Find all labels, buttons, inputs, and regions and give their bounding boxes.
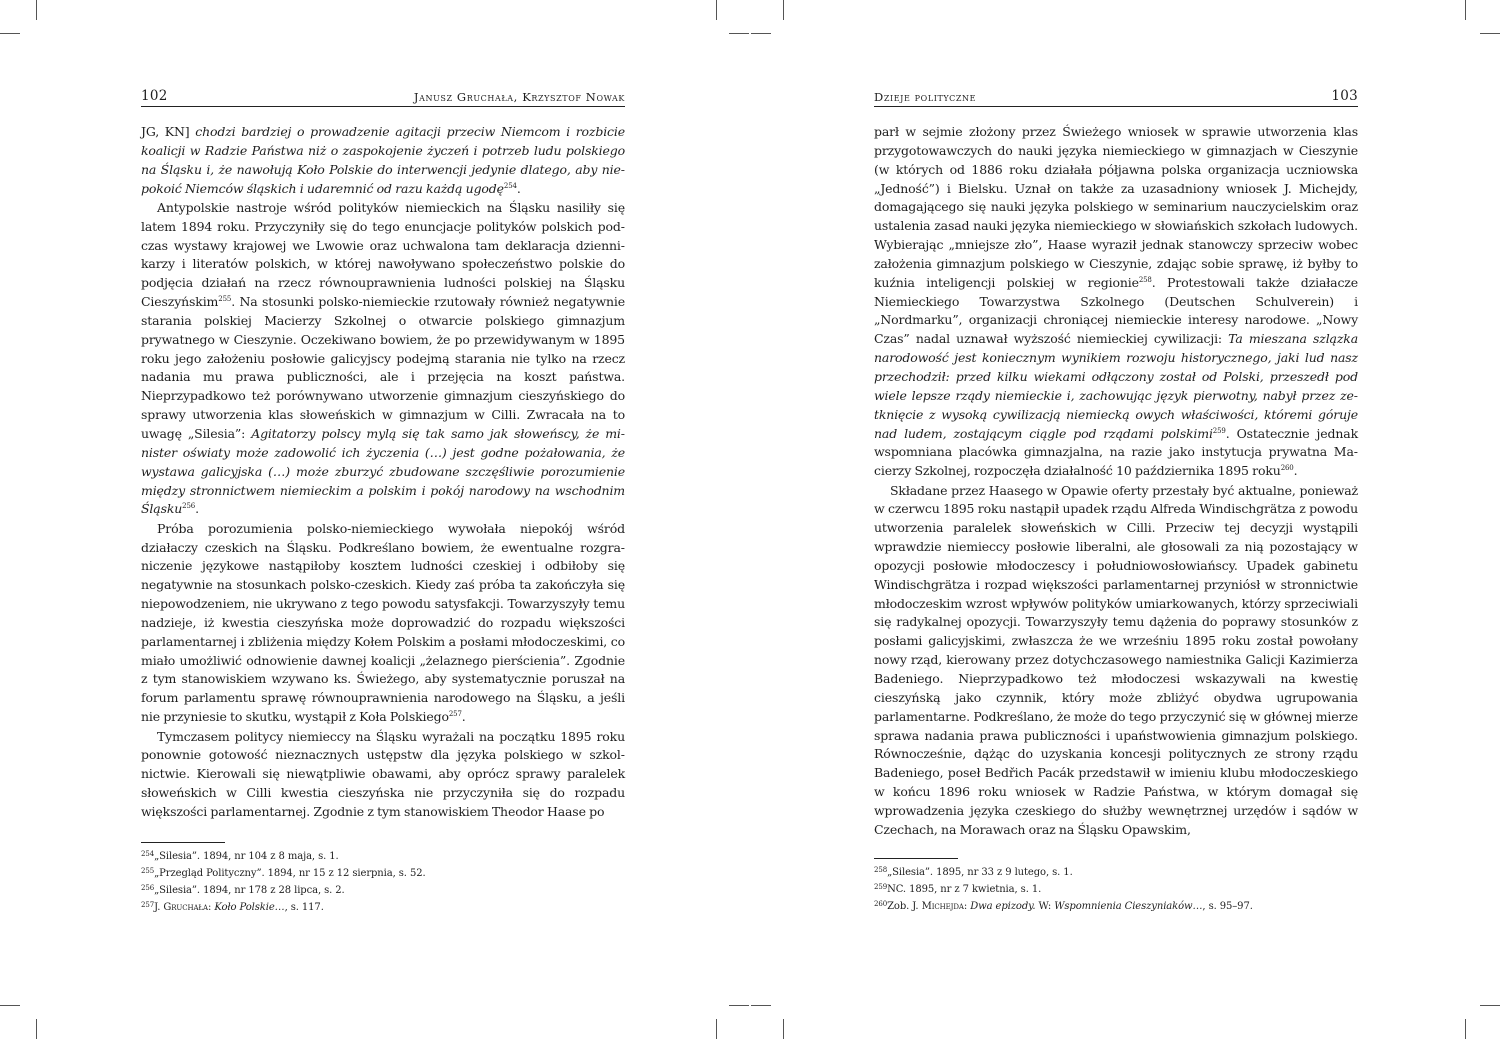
footnote bbox=[874, 864, 1253, 881]
italic-text: Wspomnienia Cieszyniaków… bbox=[1054, 901, 1203, 912]
italic-text: Agitatorzy polscy mylą się tak samo jak słoweńscy, że minister oświaty może zadowolić ich życzenia (…) jest godne pożałowania, że wystawa galicyjska (…) może zburzyć zbudowane szczęśliwie porozumienie między stronnictwem niemieckim a polskim i pokój narodowy na wschodnim Śląsku bbox=[141, 426, 625, 517]
author-name: Michejda bbox=[921, 901, 964, 912]
text-run: . Protestowali także działacze Niemieckiego Towarzystwa Szkolnego (Deutschen Schulverein) i „Nordmarku”, organizacji chroniącej niemieckie interesy narodowe. „Nowy Czas” nadal uznawał wyższość niemieckiej cywilizacji: bbox=[874, 274, 1358, 347]
text-run: . Na stosunki polsko-niemieckie rzutowały również negatywnie starania polskiej Macierzy Szkolnej o otwarcie polskiego gimnazjum prywatnego w Cieszynie. Oczekiwano bowiem, że po przewidywanym w 1895 roku jego założeniu posłowie galicyjscy podejmą starania nie tylko na rzecz nadania mu prawa publiczności, ale i przejęcia na koszt państwa. Nieprzypadkowo też porównywano utworzenie gimnazjum cieszyńskiego do sprawy utworzenia klas słoweńskich w gimnazjum w Cilli. Zwracała na to uwagę „Silesia”: bbox=[141, 294, 625, 441]
footnote-number: 255 bbox=[141, 867, 155, 875]
footnote-number: 259 bbox=[874, 883, 888, 891]
crop-mark bbox=[716, 0, 717, 20]
text-run: Próba porozumienia polsko-niemieckiego wywołała niepokój wśród działaczy czeskich na Śląsku. Podkreślano bowiem, że ewentualne rozgraniczenie językowe nastąpiłoby kosztem ludności czeskiej i odbiłoby się negatywnie na stosunkach polsko-czeskich. Kiedy zaś próba ta zakończyła się niepowodzeniem, nie ukrywano z tego powodu satysfakcji. Towarzyszyły temu nadzieje, iż kwestia cieszyńska może doprowadzić do rozpadu większości parlamentarnej i zbliżenia między Kołem Polskim a posłami młodoczeskimi, co miało umożliwić odnowienie dawnej koalicji „żelaznego pierścienia”. Zgodnie z tym stanowiskiem wzywano ks. Świeżego, aby systematycznie poruszał na forum parlamentu sprawę równouprawnienia narodowego na Śląsku, a jeśli nie przyniesie to skutku, wystąpił z Koła Polskiego bbox=[141, 520, 625, 725]
crop-mark bbox=[1480, 33, 1500, 34]
crop-mark bbox=[716, 1019, 717, 1039]
footnote bbox=[141, 865, 426, 882]
crop-mark bbox=[36, 1019, 37, 1039]
footnote-number: 260 bbox=[874, 900, 888, 908]
text-run: „Silesia”. 1894, nr 178 z 28 lipca, s. 2. bbox=[154, 885, 345, 896]
footnote-ref: 255 bbox=[218, 295, 232, 304]
text-run: W: bbox=[1035, 901, 1055, 912]
paragraph bbox=[141, 199, 625, 519]
text-run: Składane przez Haasego w Opawie oferty przestały być aktualne, ponieważ w czerwcu 1895 roku nastąpił upadek rządu Alfreda Windischgrätza z powodu utworzenia paralelek słoweńskich w Cilli. Przeciw tej decyzji wystąpili wprawdzie niemieccy posłowie liberalni, ale głosowali za nią pozostający w opozycji posłowie młodoczescy i południowosłowiańscy. Upadek gabinetu Windischgrätza i rozpad większości parlamentarnej przyniósł w stronnictwie młodoczeskim wzrost wpływów polityków umiarkowanych, którzy sprzeciwiali się radykalnej opozycji. Towarzyszyły temu dążenia do poprawy stosunków z posłami galicyjskimi, zwłaszcza że we wrześniu 1895 roku został powołany nowy rząd, kierowany przez dotychczasowego namiestnika Galicji Kazimierza Badeniego. Nieprzypadkowo też młodoczesi wskazywali na kwestię cieszyńską jako czynnik, który może zbliżyć obydwa ugrupowania parlamentarne. Podkreślano, że może do tego przyczynić się w głównej mierze sprawa nadania prawa publiczności i upaństwowienia gimnazjum polskiego. Równocześnie, dążąc do uzyskania koncesji politycznych ze strony rządu Badeniego, poseł Bedřich Pacák przedstawił w imieniu klubu młodoczeskiego w końcu 1896 roku wniosek w Radzie Państwa, w którym domagał się wprowadzenia języka czeskiego do służby wewnętrznej urzędów i sądów w Czechach, na Morawach oraz na Śląsku Opawskim, bbox=[874, 482, 1358, 837]
footnote-ref: 257 bbox=[448, 710, 462, 719]
text-run: , s. 95–97. bbox=[1202, 901, 1253, 912]
crop-mark bbox=[783, 1019, 784, 1039]
text-run: „Silesia”. 1895, nr 33 z 9 lutego, s. 1. bbox=[887, 867, 1073, 878]
paragraph bbox=[874, 123, 1358, 481]
italic-text: Koło Polskie… bbox=[214, 902, 285, 913]
text-run: Tymczasem politycy niemieccy na Śląsku wyrażali na początku 1895 roku ponownie gotowość nieznacznych ustępstw dla języka polskiego w szkolnictwie. Kierowali się niewątpliwie obawami, aby oprócz sprawy paralelek słoweńskich w Cilli kwestia cieszyńska nie przyczyniła się do rozpadu większości parlamentarnej. Zgodnie z tym stanowiskiem Theodor Haase po bbox=[141, 728, 625, 819]
footnote-number: 258 bbox=[874, 866, 888, 874]
text-run: , s. 117. bbox=[284, 902, 324, 913]
text-run: : bbox=[207, 902, 215, 913]
text-run: Zob. J. bbox=[887, 901, 922, 912]
body-text bbox=[141, 123, 625, 822]
footnotes bbox=[874, 864, 1253, 915]
text-run: JG, KN] bbox=[141, 124, 196, 139]
text-run: NC. 1895, nr z 7 kwietnia, s. 1. bbox=[887, 884, 1042, 895]
footnote bbox=[141, 848, 426, 865]
paragraph bbox=[141, 728, 625, 822]
crop-mark bbox=[0, 33, 20, 34]
page-number: 102 bbox=[141, 88, 168, 104]
crop-mark bbox=[729, 33, 749, 34]
crop-mark bbox=[729, 1005, 749, 1006]
running-head: Janusz Gruchała, Krzysztof Nowak bbox=[413, 90, 625, 104]
page-header bbox=[874, 86, 1358, 107]
footnote-number: 257 bbox=[141, 901, 155, 909]
footnote bbox=[874, 898, 1253, 915]
crop-mark bbox=[1480, 1005, 1500, 1006]
footnote-rule bbox=[141, 842, 225, 843]
footnote-ref: 260 bbox=[1280, 464, 1294, 473]
page-header bbox=[141, 86, 625, 107]
footnotes bbox=[141, 848, 426, 916]
footnote bbox=[874, 881, 1253, 898]
footnote-number: 256 bbox=[141, 884, 155, 892]
italic-text: Ta mieszana szlązka narodowość jest koniecznym wynikiem rozwoju historycznego, jaki lud nasz przechodził: przed kilku wiekami odłączony został od Polski, przeszedł pod wiele lepsze rządy niemieckie i, zachowując język pierwotny, nabył przez zetknięcie z wysoką cywilizacją niemiecką owych właściwości, któremi góruje nad ludem, zostającym ciągle pod rządami polskimi bbox=[874, 331, 1359, 441]
text-run: : bbox=[963, 901, 971, 912]
footnote-ref: 254 bbox=[503, 181, 517, 190]
crop-mark bbox=[783, 0, 784, 20]
left-page bbox=[141, 86, 625, 926]
footnote-number: 254 bbox=[141, 850, 155, 858]
italic-text: Dwa epizody. bbox=[970, 901, 1036, 912]
footnote-ref: 259 bbox=[1212, 426, 1226, 435]
paragraph bbox=[874, 482, 1358, 840]
author-name: Gruchała bbox=[163, 902, 208, 913]
paragraph bbox=[141, 520, 625, 727]
footnote-ref: 258 bbox=[1138, 275, 1152, 284]
crop-mark bbox=[751, 1005, 771, 1006]
footnote bbox=[141, 882, 426, 899]
text-run: . bbox=[1293, 463, 1298, 479]
crop-mark bbox=[36, 0, 37, 20]
paragraph bbox=[141, 123, 625, 198]
text-run: J. bbox=[154, 902, 164, 913]
text-run: . bbox=[461, 709, 466, 725]
italic-text: chodzi bardziej o prowadzenie agitacji przeciw Niemcom i rozbicie koalicji w Radzie Państwa niż o zaspokojenie życzeń i potrzeb ludu polskiego na Śląsku i, że nawołują Koło Polskie do interwencji jedynie dlatego, aby niepokoić Niemców śląskich i udaremnić od razu każdą ugodę bbox=[141, 124, 625, 196]
crop-mark bbox=[751, 33, 771, 34]
crop-mark bbox=[1465, 0, 1466, 20]
footnote-ref: 256 bbox=[182, 502, 196, 511]
footnote-rule bbox=[874, 858, 958, 859]
crop-mark bbox=[1465, 1019, 1466, 1039]
text-run: Antypolskie nastroje wśród polityków niemieckich na Śląsku nasiliły się latem 1894 roku. Przyczyniły się do tego enuncjacje polityków polskich podczas wystawy krajowej we Lwowie oraz uchwalona tam deklaracja dziennikarzy i literatów polskich, w której nawoływano społeczeństwo polskie do podjęcia działań na rzecz równouprawnienia ludności polskiej na Śląsku Cieszyńskim bbox=[141, 199, 625, 310]
text-run: . bbox=[516, 180, 521, 196]
body-text bbox=[874, 123, 1358, 840]
crop-mark bbox=[0, 1005, 20, 1006]
page-number: 103 bbox=[1331, 88, 1358, 104]
footnote bbox=[141, 899, 426, 916]
text-run: parł w sejmie złożony przez Świeżego wniosek w sprawie utworzenia klas przygotowawczych do nauki języka niemieckiego w gimnazjach w Cieszynie (w których od 1886 roku działała półjawna polska organizacja uczniowska „Jedność”) i Bielsku. Uznał on także za uzasadniony wniosek J. Michejdy, domagającego się nauki języka polskiego w seminarium nauczycielskim oraz ustalenia zasad nauki języka niemieckiego w słowiańskich szkołach ludowych. Wybierając „mniejsze zło”, Haase wyraził jednak stanowczy sprzeciw wobec założenia gimnazjum polskiego w Cieszynie, zdając sobie sprawę, iż byłby to kuźnia inteligencji polskiej w regionie bbox=[874, 124, 1358, 290]
text-run: „Przegląd Polityczny”. 1894, nr 15 z 12 sierpnia, s. 52. bbox=[154, 868, 426, 879]
text-run: „Silesia”. 1894, nr 104 z 8 maja, s. 1. bbox=[154, 851, 339, 862]
text-run: . Ostatecznie jednak wspomniana placówka gimnazjalna, na razie jako instytucja prywatna Macierzy Szkolnej, rozpoczęła działalność 10 października 1895 roku bbox=[874, 425, 1358, 479]
text-run: . bbox=[195, 501, 199, 517]
right-page bbox=[874, 86, 1358, 926]
running-head: Dzieje polityczne bbox=[874, 90, 977, 104]
